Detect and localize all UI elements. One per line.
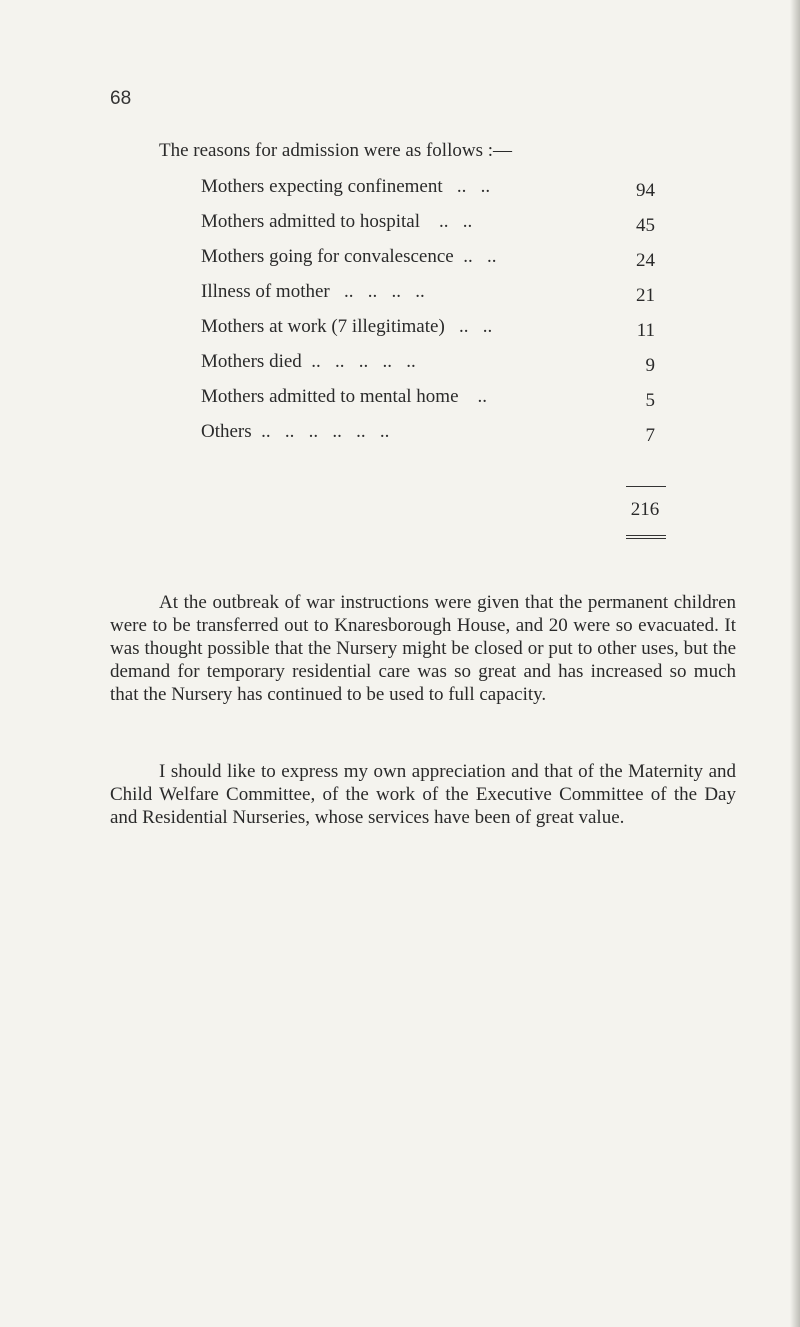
reason-count: 21 (636, 285, 655, 306)
total-block (620, 486, 670, 539)
table-row (201, 351, 671, 386)
reason-label: Illness of mother .. .. .. .. (201, 281, 425, 302)
page-edge-shadow (790, 0, 800, 1327)
reason-count: 5 (645, 390, 655, 411)
paragraph-war-evacuation: At the outbreak of war instructions were given that the permanent children were to be transferred out to Knaresborough House, and 20 were so evacuated. It was thought possible that the Nursery might be closed or put to other uses, but the demand for temporary residential care was so great and has increased so much that the Nursery has continued to be used to full capacity. (110, 592, 736, 705)
paragraph-appreciation: I should like to express my own appreciation and that of the Maternity and Child Welfare Committee, of the work of the Executive Committee of the Day and Residential Nurseries, whose services have been of great value. (110, 761, 736, 828)
total-double-rule (626, 535, 666, 539)
reason-label: Mothers died .. .. .. .. .. (201, 351, 416, 372)
reason-count: 9 (645, 355, 655, 376)
total-count: 216 (630, 499, 660, 520)
table-row (201, 281, 671, 316)
table-row (201, 421, 671, 456)
reason-label: Mothers expecting confinement .. .. (201, 176, 491, 197)
reason-count: 24 (636, 250, 655, 271)
reason-label: Others .. .. .. .. .. .. (201, 421, 390, 442)
reason-count: 11 (636, 320, 655, 341)
page-number: 68 (110, 88, 132, 109)
reason-label: Mothers admitted to mental home .. (201, 386, 488, 407)
table-row (201, 316, 671, 351)
reason-label: Mothers at work (7 illegitimate) .. .. (201, 316, 493, 337)
table-row (201, 176, 671, 211)
reason-count: 45 (636, 215, 655, 236)
table-row (201, 211, 671, 246)
table-row (201, 386, 671, 421)
reason-count: 7 (645, 425, 655, 446)
reason-label: Mothers admitted to hospital .. .. (201, 211, 473, 232)
admission-reasons-table (201, 176, 671, 456)
intro-text: The reasons for admission were as follows :— (159, 140, 513, 161)
reason-count: 94 (636, 180, 655, 201)
reason-label: Mothers going for convalescence .. .. (201, 246, 497, 267)
sum-rule (626, 486, 666, 487)
table-row (201, 246, 671, 281)
